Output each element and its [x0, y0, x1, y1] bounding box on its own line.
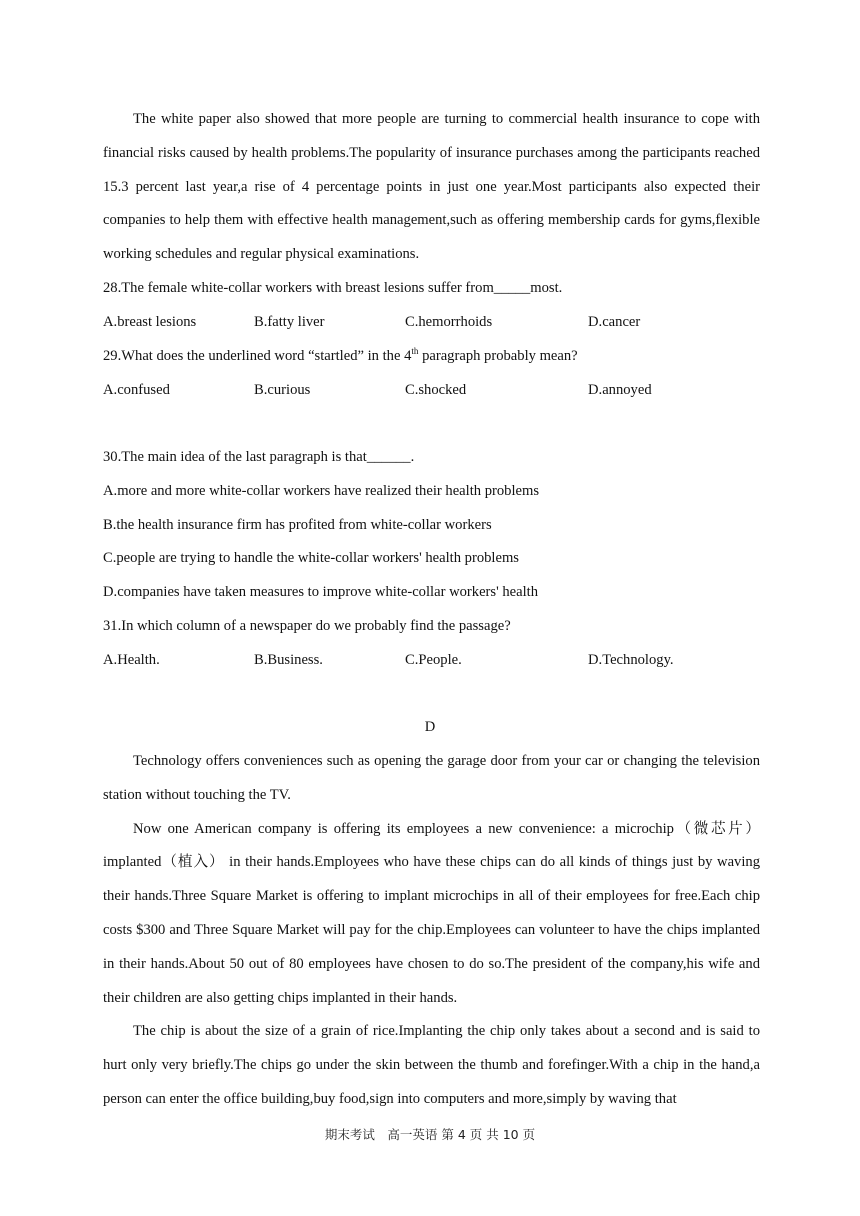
question-31 — [103, 610, 760, 678]
question-29-stem-sup: th — [411, 346, 419, 357]
question-28-stem: 28.The female white-collar workers with breast lesions suffer from_____most. — [103, 280, 563, 296]
section-d-paragraph-2: Now one American company is offering its employees a new convenience: a microchip（微芯片）implanted（植入） in their hands.Employees who have these chips can do all kinds of things just by waving their hands.Three Square Market is offering to implant microchips in all of their employees for free.Each chip costs $300 and Three Square Market will pay for the chip.Employees can volunteer to have the chips implanted in their hands.About 50 out of 80 employees have chosen to do so.The president of the company,his wife and their children are also getting chips implanted in their hands. — [103, 820, 760, 1006]
option-b: B.curious — [254, 381, 311, 398]
question-29-stem-start: 29.What does the underlined word “startled” in the 4 — [103, 348, 412, 364]
option-a: A.confused — [103, 381, 170, 398]
option-c: C.hemorrhoids — [405, 313, 493, 330]
section-d-paragraph-3: The chip is about the size of a grain of rice.Implanting the chip only takes about a second and is said to hurt only very briefly.The chips go under the skin between the thumb and forefinger.With a chip in the hand,a person can enter the office building,buy food,sign into computers and more,simply by waving that — [103, 1023, 760, 1107]
question-28-options — [103, 306, 760, 340]
option-c: C.people are trying to handle the white-collar workers' health problems — [103, 550, 519, 567]
page-footer: 期末考试 高一英语 第 4 页 共 10 页 — [324, 1127, 536, 1142]
option-a: A.Health. — [103, 651, 160, 668]
passage-c-last-paragraph-block — [103, 103, 760, 272]
question-29 — [103, 340, 760, 408]
option-a: A.breast lesions — [103, 313, 197, 330]
question-30 — [103, 441, 760, 610]
option-b: B.Business. — [254, 651, 323, 668]
option-b: B.the health insurance firm has profited from white-collar workers — [103, 516, 492, 533]
option-b: B.fatty liver — [254, 313, 325, 330]
option-c: C.People. — [405, 651, 462, 668]
question-31-options — [103, 644, 760, 678]
section-d-paragraph-1: Technology offers conveniences such as opening the garage door from your car or changing the television station without touching the TV. — [103, 753, 760, 803]
section-d-passage — [103, 745, 760, 1117]
question-28 — [103, 272, 760, 340]
question-31-stem: 31.In which column of a newspaper do we probably find the passage? — [103, 618, 511, 634]
section-d-heading: D — [424, 719, 436, 735]
question-29-options — [103, 374, 760, 408]
option-c: C.shocked — [405, 381, 467, 398]
option-d: D.Technology. — [588, 651, 674, 668]
option-a: A.more and more white-collar workers have realized their health problems — [103, 482, 540, 499]
question-29-stem — [103, 340, 760, 374]
question-29-stem-end: paragraph probably mean? — [418, 348, 578, 364]
option-d: D.companies have taken measures to improve white-collar workers' health — [103, 584, 539, 601]
option-d: D.annoyed — [588, 381, 652, 398]
option-d: D.cancer — [588, 313, 641, 330]
question-30-stem: 30.The main idea of the last paragraph is that______. — [103, 449, 415, 465]
passage-c-last-paragraph: The white paper also showed that more people are turning to commercial health insurance to cope with financial risks caused by health problems.The popularity of insurance purchases among the participants reached 15.3 percent last year,a rise of 4 percentage points in just one year.Most participants also expected their companies to help them with effective health management,such as offering membership cards for gyms,flexible working schedules and regular physical examinations. — [103, 111, 760, 263]
